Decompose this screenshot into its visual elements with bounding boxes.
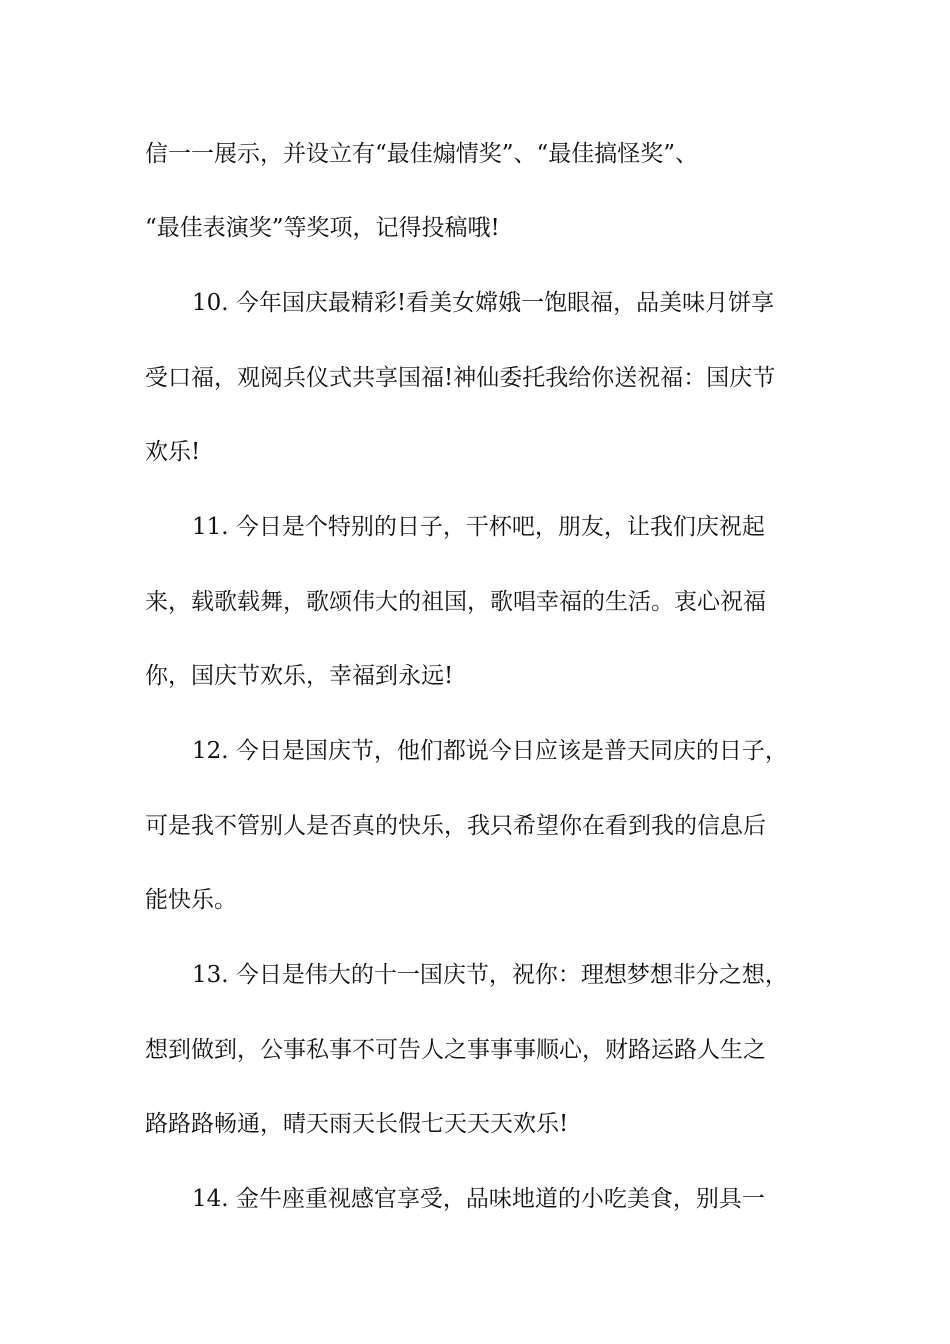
paragraph-14-line-1: 14. 金牛座重视感官享受，品味地道的小吃美食，别具一	[192, 1186, 765, 1212]
paragraph-10-line-1: 10. 今年国庆最精彩!看美女嫦娥一饱眼福，品美味月饼享	[192, 290, 775, 316]
paragraph-13-line-2: 想到做到，公事私事不可告人之事事事顺心，财路运路人生之	[145, 1037, 766, 1063]
paragraph-12-line-3: 能快乐。	[145, 887, 237, 913]
paragraph-11-line-3: 你，国庆节欢乐，幸福到永远!	[145, 663, 454, 689]
text-line-1: 信一一展示，并设立有“最佳煽情奖”、“最佳搞怪奖”、	[145, 141, 699, 167]
paragraph-13-line-3: 路路路畅通，晴天雨天长假七天天天欢乐!	[145, 1111, 569, 1137]
paragraph-12-line-2: 可是我不管别人是否真的快乐，我只希望你在看到我的信息后	[145, 813, 766, 839]
paragraph-12-line-1: 12. 今日是国庆节，他们都说今日应该是普天同庆的日子，	[192, 738, 788, 764]
text-line-2: “最佳表演奖”等奖项，记得投稿哦!	[145, 215, 500, 241]
paragraph-10-line-2: 受口福，观阅兵仪式共享国福!神仙委托我给你送祝福：国庆节	[145, 365, 776, 391]
paragraph-11-line-2: 来，载歌载舞，歌颂伟大的祖国，歌唱幸福的生活。衷心祝福	[145, 589, 766, 615]
paragraph-10-line-3: 欢乐!	[145, 439, 201, 465]
paragraph-11-line-1: 11. 今日是个特别的日子，干杯吧，朋友，让我们庆祝起	[192, 514, 765, 540]
paragraph-13-line-1: 13. 今日是伟大的十一国庆节，祝你：理想梦想非分之想，	[192, 962, 788, 988]
